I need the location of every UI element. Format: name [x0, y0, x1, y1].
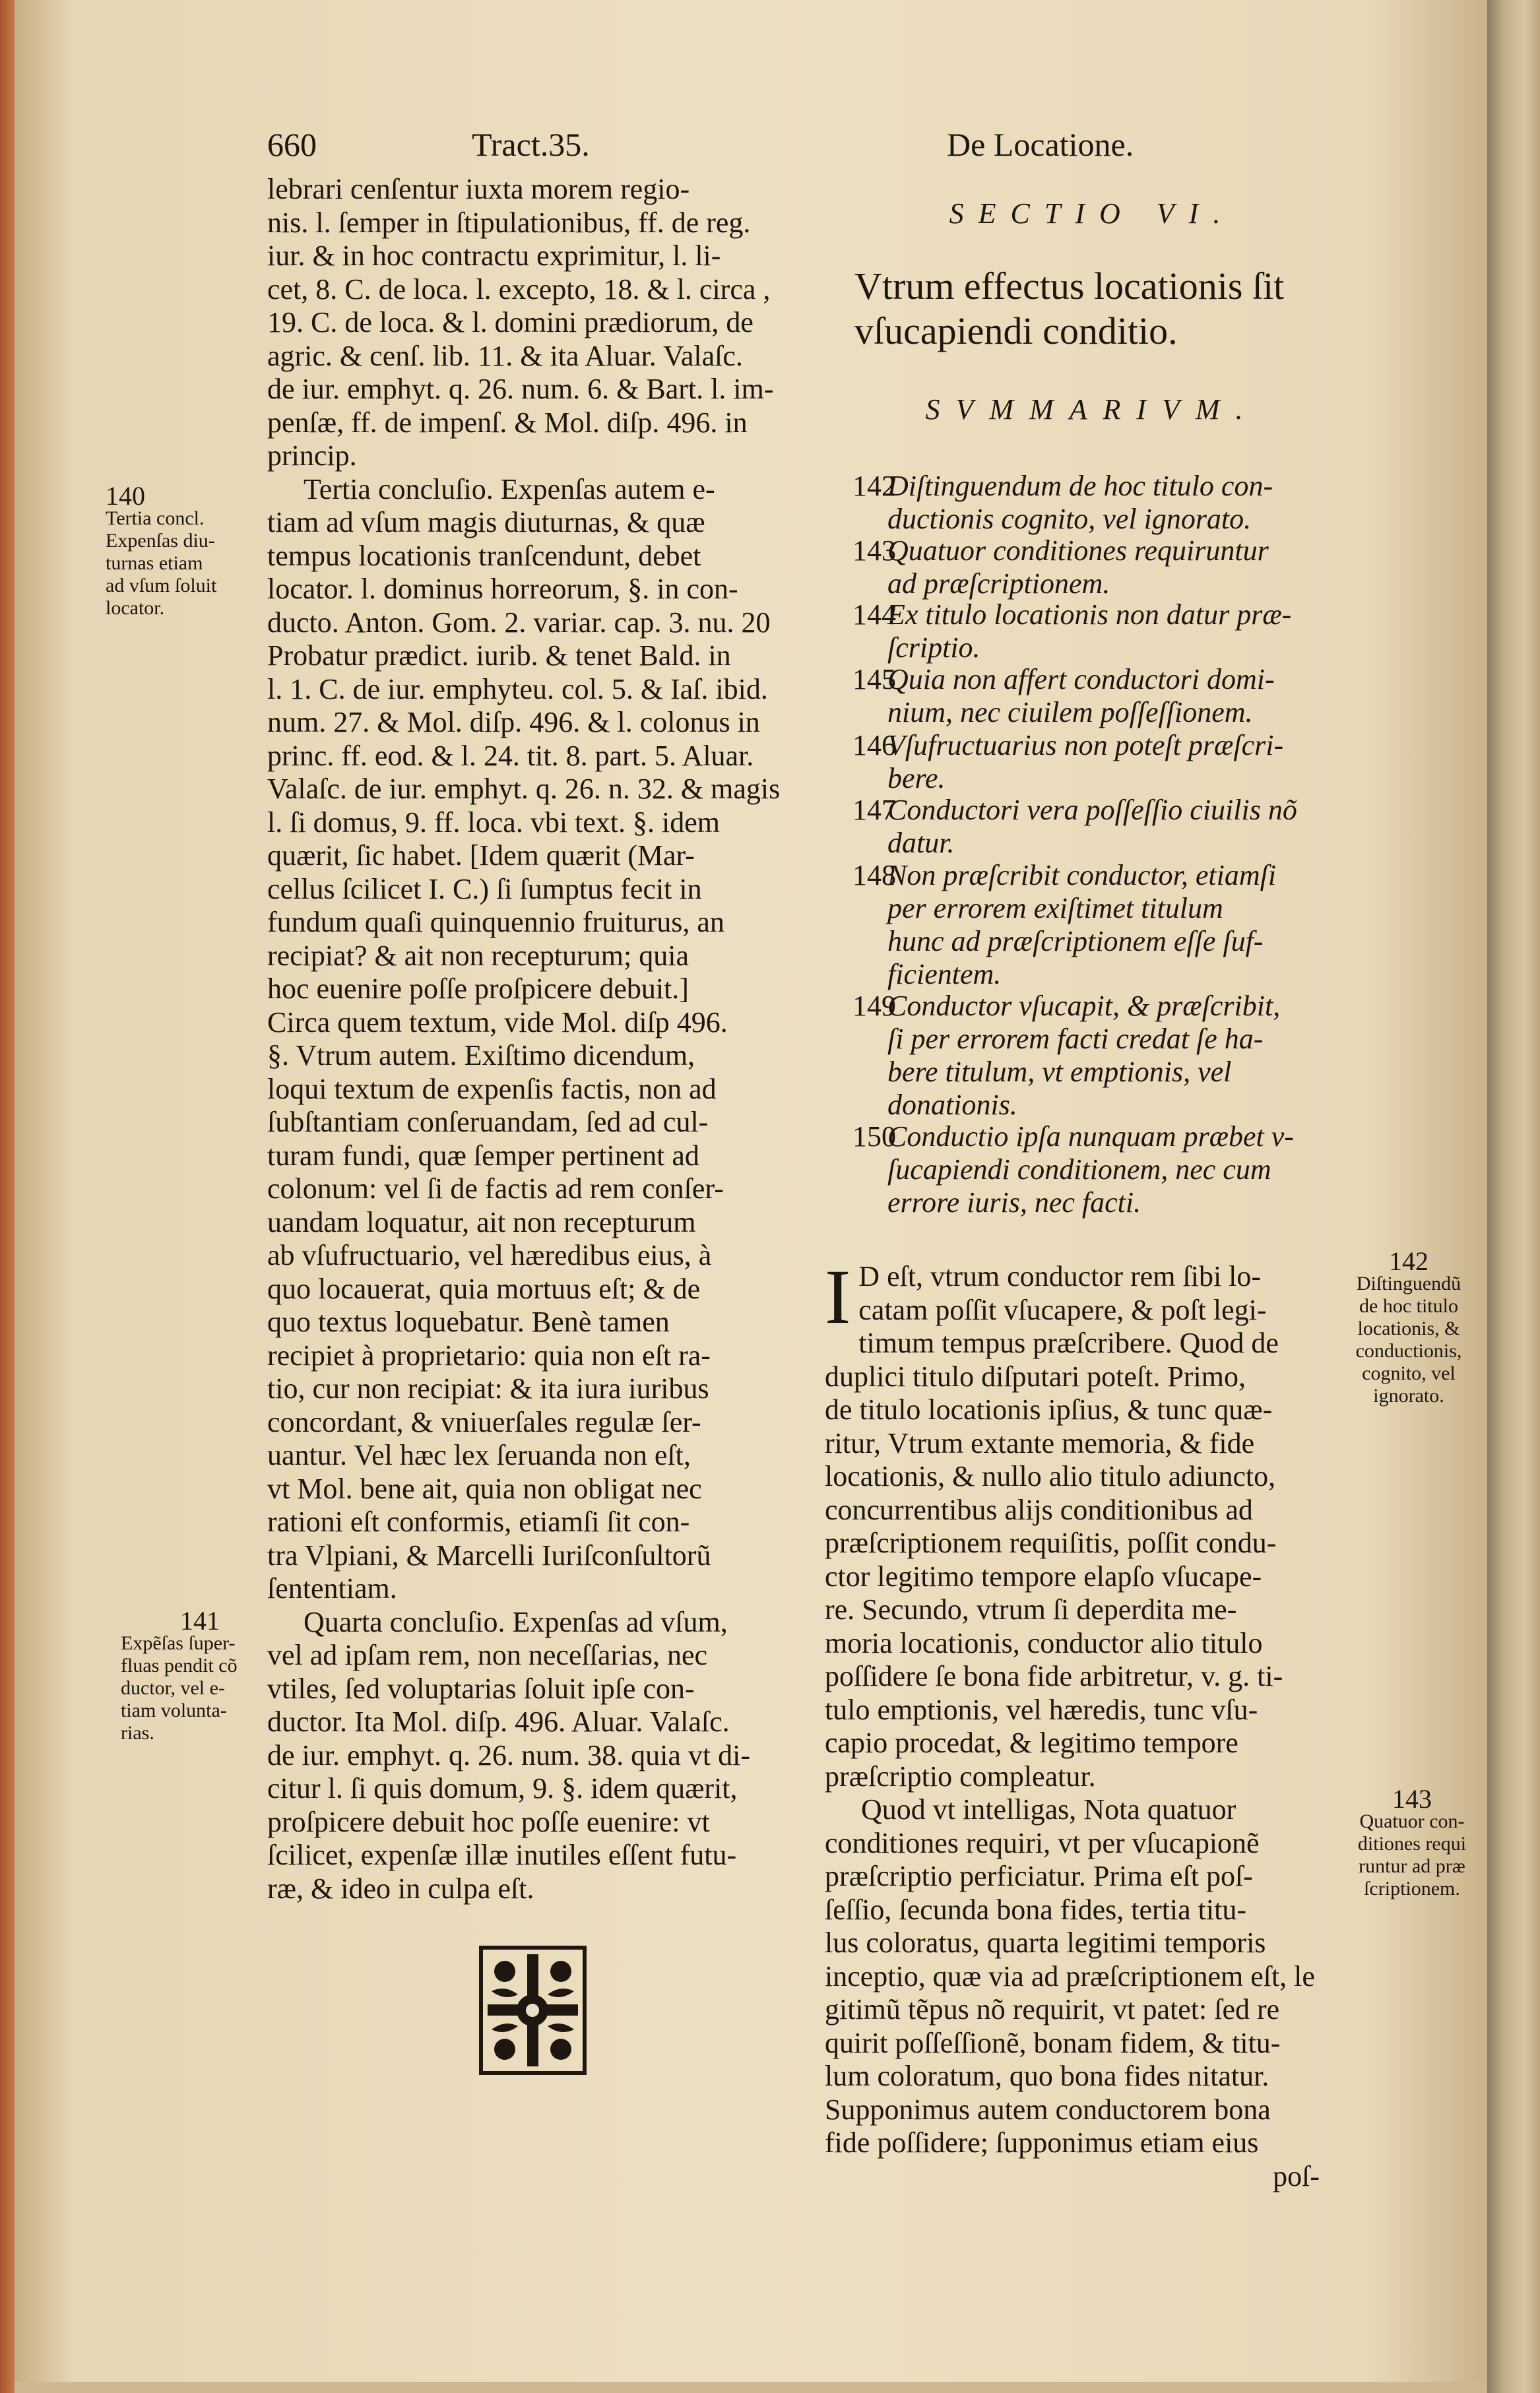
summary-item — [852, 729, 1339, 795]
summary-item-text: Conductori vera poſſeſſio ciuilis nõ — [887, 794, 1297, 826]
summary-item-text: ductionis cognito, vel ignorato. — [887, 503, 1252, 535]
margin-note-text — [1343, 1810, 1481, 1900]
text-line: vtiles, ſed voluptarias ſoluit ipſe con- — [267, 1672, 695, 1705]
text-line: Expenſas diu- — [106, 530, 215, 552]
text-line: citur l. ſi quis domum, 9. §. idem quærit, — [267, 1772, 738, 1804]
text-line: concurrentibus alijs conditionibus ad — [825, 1493, 1253, 1526]
text-line: Quarta concluſio. Expenſas ad vſum, — [304, 1605, 728, 1638]
text-line: quo textus loquebatur. Benè tamen — [267, 1306, 670, 1338]
text-line: præſcriptio perficiatur. Prima eſt poſ- — [825, 1860, 1253, 1892]
section-heading: SECTIO VI. — [949, 197, 1235, 230]
text-line: lebrari cenſentur iuxta morem regio- — [267, 173, 690, 205]
summary-item-text: hunc ad præſcriptionem eſſe ſuf- — [887, 925, 1264, 957]
text-line: ditiones requi — [1357, 1833, 1467, 1855]
text-line: ſcriptionem. — [1364, 1878, 1460, 1899]
text-line: inceptio, quæ via ad præſcriptionem eſt, le — [825, 1960, 1315, 1993]
summary-item-text: ad præſcriptionem. — [887, 567, 1110, 600]
summary-item-number: 142 — [852, 470, 896, 502]
summary-item — [852, 859, 1339, 991]
margin-note-number: 140 — [106, 481, 145, 511]
summary-item-text: Quatuor conditiones requiruntur — [887, 534, 1269, 567]
text-line: Probatur prædict. iurib. & tenet Bald. in — [267, 639, 731, 672]
text-line: recipiet à proprietario: quia non eſt ra- — [267, 1339, 711, 1372]
margin-note-text — [106, 507, 264, 620]
text-line: agric. & cenſ. lib. 11. & ita Aluar. Valaſc. — [267, 339, 743, 372]
summary-item-text: bere. — [887, 762, 946, 794]
summary-item-text: Ex titulo locationis non datur præ- — [887, 598, 1292, 631]
summary-item-text: donationis. — [887, 1089, 1017, 1121]
text-line: ductor, vel e- — [121, 1677, 225, 1699]
text-line: recipiat? & ait non recepturum; quia — [267, 939, 689, 972]
text-line: Supponimus autem conductorem bona — [825, 2093, 1271, 2126]
text-line: poſſidere ſe bona fide arbitretur, v. g. ti- — [825, 1660, 1283, 1692]
text-line: concordant, & vniuerſales regulæ ſer- — [267, 1405, 701, 1438]
text-line: præſcriptio compleatur. — [825, 1760, 1096, 1793]
text-line: cellus ſcilicet I. C.) ſi ſumptus fecit in — [267, 872, 702, 905]
text-line: proſpicere debuit hoc poſſe euenire: vt — [267, 1805, 710, 1838]
summary-item-text: bere titulum, vt emptionis, vel — [887, 1056, 1232, 1088]
text-line: ſcilicet, expenſæ illæ inutiles eſſent futu- — [267, 1839, 737, 1871]
text-line: nis. l. ſemper in ſtipulationibus, ff. de reg. — [267, 206, 751, 239]
text-line: D eſt, vtrum conductor rem ſibi lo- — [858, 1260, 1262, 1292]
summary-item — [852, 534, 1339, 600]
summary-item-text: errore iuris, nec facti. — [887, 1186, 1141, 1219]
text-line: de titulo locationis ipſius, & tunc quæ- — [825, 1393, 1273, 1426]
book-left-edge — [0, 0, 15, 2393]
text-line: lum coloratum, quo bona fides nitatur. — [825, 2060, 1269, 2092]
text-line: 19. C. de loca. & l. domini prædiorum, de — [267, 306, 754, 338]
text-line: conditiones requiri, vt per vſucapionẽ — [825, 1826, 1260, 1859]
text-line: Valaſc. de iur. emphyt. q. 26. n. 32. & magis — [267, 773, 781, 805]
text-line: Tertia concluſio. Expenſas autem e- — [304, 472, 715, 505]
summary-item-number: 150 — [852, 1120, 896, 1153]
text-line: poſ- — [1273, 2159, 1320, 2192]
summary-item-text: nium, nec ciuilem poſſeſſionem. — [887, 696, 1253, 728]
summary-item-number: 148 — [852, 859, 896, 891]
text-line: ſubſtantiam conſeruandam, ſed ad cul- — [267, 1106, 709, 1138]
text-line: uandam loquatur, ait non recepturum — [267, 1205, 696, 1238]
text-line: ræ, & ideo in culpa eſt. — [267, 1872, 534, 1905]
text-line: conductionis, — [1355, 1340, 1462, 1362]
summary-item-number: 143 — [852, 534, 896, 567]
text-line: ducto. Anton. Gom. 2. variar. cap. 3. nu. 20 — [267, 606, 771, 639]
summary-item-number: 145 — [852, 663, 896, 695]
left-margin-note-140 — [106, 481, 264, 620]
text-line: turam fundi, quæ ſemper pertinent ad — [267, 1139, 699, 1172]
text-line: l. ſi domus, 9. ff. loca. vbi text. §. idem — [267, 806, 720, 839]
summary-item-text: Quia non affert conductori domi- — [887, 663, 1275, 695]
text-line: ctor legitimo tempore elapſo vſucape- — [825, 1560, 1262, 1593]
printers-ornament-icon — [478, 1945, 587, 2076]
left-text-column — [267, 173, 805, 1905]
summary-item-text: ſi per errorem facti credat ſe ha- — [887, 1023, 1264, 1055]
text-line: ſeſſio, ſecunda bona fides, tertia titu- — [825, 1893, 1247, 1926]
text-line: ab vſufructuario, vel hæredibus eius, à — [267, 1239, 712, 1271]
text-line: capio procedat, & legitimo tempore — [825, 1727, 1238, 1759]
text-line: locator. — [106, 597, 165, 619]
text-line: Diſtinguendũ — [1356, 1273, 1461, 1294]
text-line: re. Secundo, vtrum ſi deperdita me- — [825, 1593, 1237, 1626]
text-line: §. Vtrum autem. Exiſtimo dicendum, — [267, 1039, 695, 1071]
text-line: vel ad ipſam rem, non neceſſarias, nec — [267, 1639, 708, 1671]
right-text-column — [825, 1254, 1346, 2193]
summary-heading: SVMMARIVM. — [925, 393, 1259, 426]
text-line: l. 1. C. de iur. emphyteu. col. 5. & Iaſ. ibid. — [267, 672, 768, 705]
text-line: de hoc titulo — [1359, 1295, 1458, 1317]
text-line: ſententiam. — [267, 1572, 397, 1605]
text-line: duplici titulo diſputari poteſt. Primo, — [825, 1360, 1246, 1393]
text-line: fluas pendit cõ — [121, 1655, 238, 1676]
text-line: moria locationis, conductor alio titulo — [825, 1626, 1263, 1659]
text-line: de iur. emphyt. q. 26. num. 6. & Bart. l. im- — [267, 373, 774, 405]
summary-item-number: 147 — [852, 794, 896, 826]
text-line: num. 27. & Mol. diſp. 496. & l. colonus in — [267, 706, 760, 738]
summary-item — [852, 990, 1339, 1122]
text-line: tiam volunta- — [121, 1700, 227, 1721]
summary-item-text: datur. — [887, 827, 955, 859]
text-line: ignorato. — [1373, 1385, 1444, 1407]
text-line: tio, cur non recipiat: & ita iura iuribus — [267, 1372, 709, 1405]
text-line: princ. ff. eod. & l. 24. tit. 8. part. 5. Aluar. — [267, 739, 754, 772]
book-fore-edge — [1487, 0, 1540, 2393]
text-line: præſcriptionem requiſitis, poſſit condu- — [825, 1527, 1277, 1559]
text-line: hoc euenire poſſe proſpicere debuit.] — [267, 973, 689, 1005]
right-body-lines — [825, 1254, 1346, 2193]
summary-item-text: Non præſcribit conductor, etiamſi — [887, 859, 1277, 891]
text-line: rias. — [121, 1722, 154, 1744]
text-line: locationis, & — [1357, 1318, 1460, 1339]
text-line: uantur. Vel hæc lex ſeruanda non eſt, — [267, 1439, 691, 1471]
text-line: locationis, & nullo alio titulo adiuncto, — [825, 1460, 1276, 1492]
text-line: Quatuor con- — [1359, 1810, 1465, 1832]
text-line: ad vſum ſoluit — [106, 575, 217, 596]
summary-item-number: 144 — [852, 598, 896, 631]
margin-note-text — [1339, 1273, 1478, 1407]
summary-item — [852, 1120, 1339, 1219]
text-line: catam poſſit vſucapere, & poſt legi- — [858, 1293, 1267, 1326]
text-line: princip. — [267, 439, 357, 472]
running-title: De Locatione. — [947, 126, 1134, 163]
summary-item — [852, 663, 1339, 729]
summary-item-text: per errorem exiſtimet titulum — [887, 892, 1223, 924]
summary-item-text: Conductor vſucapit, & præſcribit, — [887, 990, 1281, 1022]
summary-item-text: ficientem. — [887, 958, 1002, 990]
text-line: cognito, vel — [1362, 1362, 1456, 1384]
right-margin-note-142 — [1339, 1246, 1478, 1407]
text-line: locator. l. dominus horreorum, §. in con- — [267, 573, 738, 605]
summary-item-number: 149 — [852, 990, 896, 1022]
summary-item — [852, 470, 1339, 536]
text-line: quo locauerat, quia mortuus eſt; & de — [267, 1272, 701, 1305]
text-line: vt Mol. bene ait, quia non obligat nec — [267, 1472, 702, 1505]
left-margin-note-141 — [121, 1606, 276, 1744]
text-line: runtur ad præ — [1359, 1855, 1465, 1877]
text-line: penſæ, ff. de impenſ. & Mol. diſp. 496. in — [267, 406, 748, 439]
text-line: fide poſſidere; ſupponimus etiam eius — [825, 2126, 1259, 2159]
margin-note-number: 141 — [180, 1606, 220, 1636]
text-line: ductor. Ita Mol. diſp. 496. Aluar. Valaſc. — [267, 1706, 730, 1738]
summary-item — [852, 794, 1339, 860]
text-line: Vtrum effectus locationis ſit — [854, 265, 1285, 307]
text-line: quærit, ſic habet. [Idem quærit (Mar- — [267, 839, 695, 872]
summary-item-text: Conductio ipſa nunquam præbet v- — [887, 1120, 1294, 1153]
text-line: de iur. emphyt. q. 26. num. 38. quia vt di- — [267, 1739, 751, 1771]
initial-capital: I — [825, 1254, 851, 1340]
text-line: rationi eſt conformis, etiamſi ſit con- — [267, 1506, 690, 1538]
text-line: ritur, Vtrum extante memoria, & fide — [825, 1426, 1255, 1459]
summary-item-text: Diſtinguendum de hoc titulo con- — [887, 470, 1273, 502]
text-line: loqui textum de expenſis factis, non ad — [267, 1072, 717, 1105]
text-line: gitimũ tẽpus nõ requirit, vt patet: ſed re — [825, 1993, 1280, 2026]
text-line: Circa quem textum, vide Mol. diſp 496. — [267, 1005, 728, 1038]
text-line: timum tempus præſcribere. Quod de — [858, 1327, 1279, 1359]
margin-note-text — [121, 1632, 276, 1744]
summary-item-number: 146 — [852, 729, 896, 761]
section-title — [825, 264, 1389, 354]
text-line: tiam ad vſum magis diuturnas, & quæ — [267, 506, 705, 538]
text-line: fundum quaſi quinquennio fruiturus, an — [267, 906, 724, 938]
text-line: iur. & in hoc contractu exprimitur, l. li- — [267, 239, 721, 272]
summary-item-text: Vſufructuarius non poteſt præſcri- — [887, 729, 1284, 761]
summary-item-text: ſcriptio. — [887, 631, 980, 664]
text-line: Quod vt intelligas, Nota quatuor — [861, 1793, 1236, 1826]
text-line: turnas etiam — [106, 552, 203, 574]
text-line: tra Vlpiani, & Marcelli Iuriſconſultorũ — [267, 1539, 711, 1572]
text-line: tulo emptionis, vel hæredis, tunc vſu- — [825, 1693, 1258, 1726]
text-line: colonum: vel ſi de factis ad rem conſer- — [267, 1172, 724, 1205]
tract-label: Tract.35. — [472, 126, 590, 163]
text-line: tempus locationis tranſcendunt, debet — [267, 539, 701, 572]
text-line: Expẽſas ſuper- — [121, 1632, 236, 1654]
right-margin-note-143 — [1343, 1784, 1481, 1900]
margin-note-number: 143 — [1392, 1784, 1432, 1814]
margin-note-number: 142 — [1389, 1246, 1428, 1276]
text-line: quirit poſſeſſionẽ, bonam fidem, & titu- — [825, 2026, 1281, 2059]
text-line: Tertia concl. — [106, 507, 205, 529]
text-line: lus coloratus, quarta legitimi temporis — [825, 1927, 1266, 1959]
text-line: cet, 8. C. de loca. l. excepto, 18. & l. circa , — [267, 272, 771, 305]
summary-item-text: ſucapiendi conditionem, nec cum — [887, 1153, 1271, 1186]
page-number: 660 — [267, 126, 317, 163]
text-line: vſucapiendi conditio. — [854, 309, 1178, 352]
summary-item — [852, 598, 1339, 664]
